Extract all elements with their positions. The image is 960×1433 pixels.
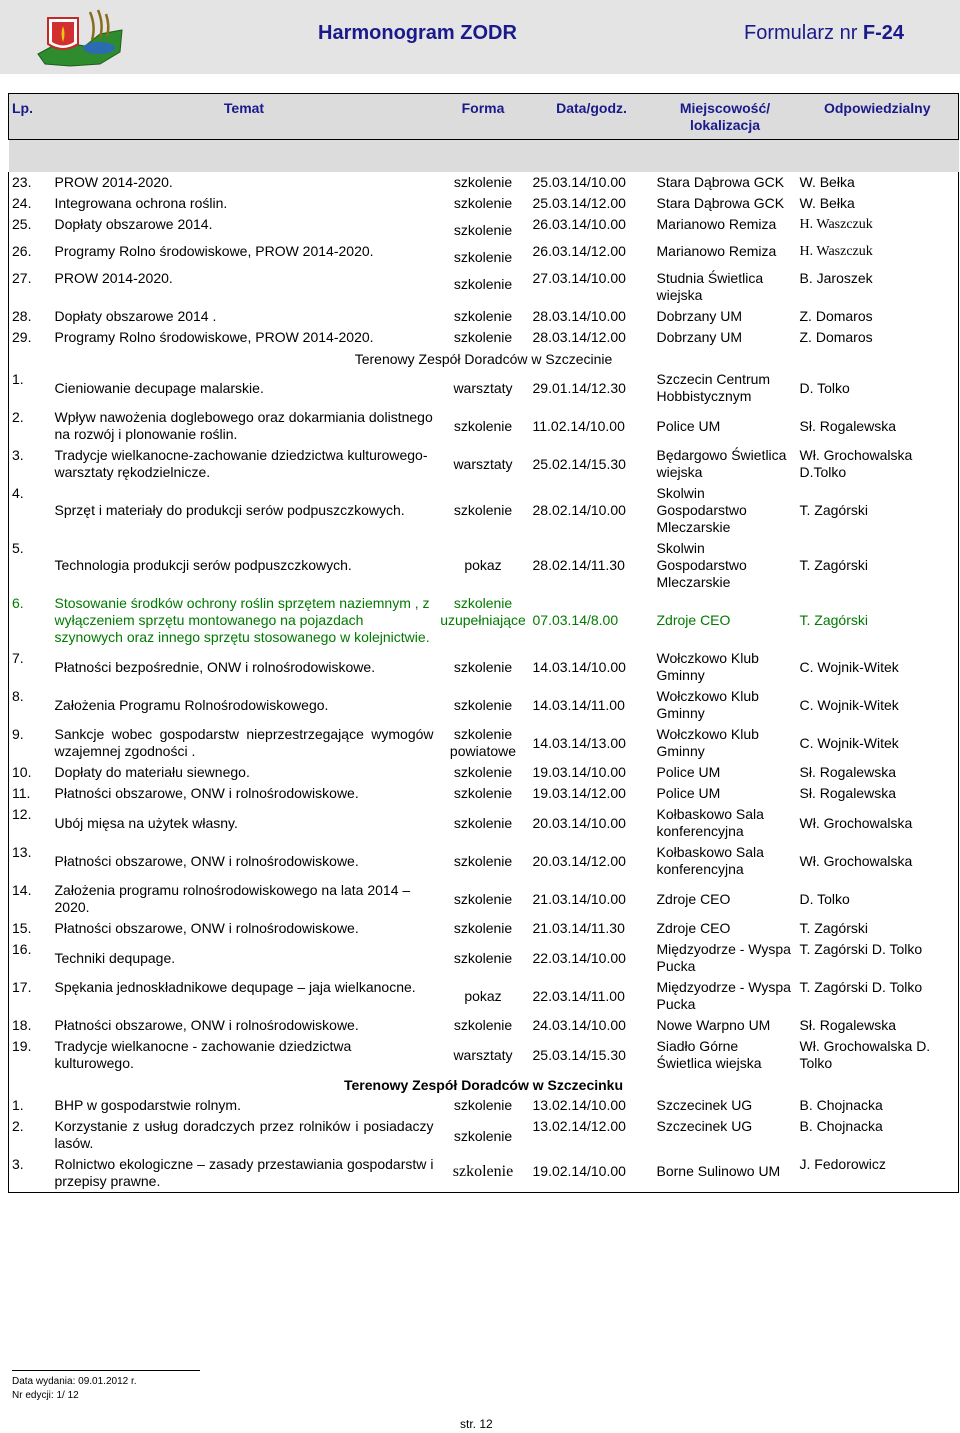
row-topic: Sankcje wobec gospodarstw nieprzestrzegające wymogów wzajemnej zgodności . <box>54 726 434 759</box>
row-topic: Programy Rolno środowiskowe, PROW 2014-2020. <box>54 243 374 259</box>
row-form: szkolenie <box>453 195 513 211</box>
row-date: 11.02.14/10.00 <box>532 417 625 434</box>
page-number: str. 12 <box>460 1417 493 1431</box>
table-row <box>9 193 959 214</box>
table-row <box>9 918 959 939</box>
edition-number: Nr edycji: 1/ 12 <box>12 1390 79 1401</box>
row-date: 20.03.14/12.00 <box>532 852 626 869</box>
table-header-row <box>9 94 959 140</box>
row-place: Szczecinek UG <box>656 1097 753 1113</box>
row-number: 5. <box>12 540 24 556</box>
row-number: 23. <box>12 174 32 190</box>
row-date: 25.02.14/15.30 <box>532 455 626 472</box>
row-form: szkolenie <box>453 785 513 801</box>
row-form: szkolenie uzupełniające <box>440 595 526 628</box>
row-number: 9. <box>12 726 24 742</box>
row-date: 25.03.14/12.00 <box>532 195 626 211</box>
column-header-place: Miejscowość/ lokalizacja <box>654 94 797 140</box>
row-topic: Techniki dequpage. <box>54 949 176 966</box>
row-person: Wł. Grochowalska <box>799 852 913 869</box>
row-place: Międzyodrze - Wyspa Pucka <box>656 941 791 974</box>
row-form: szkolenie <box>453 852 513 869</box>
row-form: szkolenie <box>453 920 513 936</box>
row-form: szkolenie <box>453 308 513 324</box>
row-topic: Płatności obszarowe, ONW i rolnośrodowiskowe. <box>54 1017 359 1033</box>
row-form: szkolenie <box>452 1163 514 1180</box>
row-date: 22.03.14/11.00 <box>532 987 625 1004</box>
row-number: 8. <box>12 688 24 704</box>
form-number <box>744 22 904 45</box>
row-date: 21.03.14/10.00 <box>532 890 626 907</box>
column-header-date: Data/godz. <box>530 94 654 140</box>
row-date: 21.03.14/11.30 <box>532 920 625 936</box>
row-number: 4. <box>12 485 24 501</box>
table-row <box>9 369 959 407</box>
row-topic: Integrowana ochrona roślin. <box>54 195 228 211</box>
row-form: warsztaty <box>453 455 513 472</box>
row-person: T. Zagórski <box>799 612 868 628</box>
row-topic: Dopłaty obszarowe 2014 . <box>54 308 217 324</box>
row-form: szkolenie <box>453 174 513 190</box>
row-topic: Spękania jednoskładnikowe dequpage – jaja wielkanocne. <box>54 979 416 995</box>
row-topic: Założenia Programu Rolnośrodowiskowego. <box>54 696 329 713</box>
row-place: Police UM <box>656 764 721 780</box>
row-form: szkolenie <box>453 696 513 713</box>
row-place: Dobrzany UM <box>656 308 743 324</box>
row-number: 10. <box>12 764 32 780</box>
row-person: B. Chojnacka <box>799 1118 883 1134</box>
row-place: Wołczkowo Klub Gminny <box>656 726 759 759</box>
row-form: szkolenie <box>453 276 513 292</box>
row-number: 14. <box>12 882 32 898</box>
row-topic: PROW 2014-2020. <box>54 174 173 190</box>
row-place: Dobrzany UM <box>656 329 743 345</box>
form-number-label: Formularz nr <box>744 22 863 44</box>
row-person: Sł. Rogalewska <box>799 785 896 801</box>
row-number: 2. <box>12 409 24 425</box>
table-row <box>9 648 959 686</box>
row-date: 19.02.14/10.00 <box>532 1163 626 1179</box>
column-header-form: Forma <box>437 94 530 140</box>
table-row <box>9 1036 959 1074</box>
row-place: Nowe Warpno UM <box>656 1017 771 1033</box>
table-row <box>9 445 959 483</box>
table-row-highlighted <box>9 593 959 648</box>
row-number: 25. <box>12 216 32 232</box>
row-person: T. Zagórski D. Tolko <box>799 941 923 957</box>
row-place: Police UM <box>656 417 721 434</box>
row-form: szkolenie <box>453 814 513 831</box>
table-row <box>9 880 959 918</box>
row-topic: Programy Rolno środowiskowe, PROW 2014-2020. <box>54 329 374 345</box>
row-date: 07.03.14/8.00 <box>532 612 619 628</box>
row-form: szkolenie <box>453 417 513 434</box>
row-person: B. Jaroszek <box>799 270 873 286</box>
row-form: szkolenie <box>453 1128 513 1144</box>
row-topic: Płatności bezpośrednie, ONW i rolnośrodowiskowe. <box>54 658 376 675</box>
row-date: 25.03.14/10.00 <box>532 174 626 190</box>
row-topic: Ubój mięsa na użytek własny. <box>54 814 238 831</box>
row-topic: Dopłaty obszarowe 2014. <box>54 216 213 232</box>
table-row <box>9 214 959 241</box>
row-form: szkolenie <box>453 1017 513 1033</box>
row-place: Szczecinek UG <box>656 1118 753 1134</box>
row-form: szkolenie powiatowe <box>449 726 517 759</box>
row-person: Sł. Rogalewska <box>799 764 896 780</box>
row-number: 2. <box>12 1118 24 1134</box>
row-topic: Tradycje wielkanocne-zachowanie dziedzictwa kulturowego-warsztaty rękodzielnicze. <box>54 447 428 480</box>
row-number: 7. <box>12 650 24 666</box>
table-row <box>9 483 959 538</box>
column-header-person: Odpowiedzialny <box>797 94 959 140</box>
section-title-szczecinek: Terenowy Zespół Doradców w Szczecinku <box>343 1077 624 1093</box>
row-topic: Dopłaty do materiału siewnego. <box>54 764 250 780</box>
table-row <box>9 1015 959 1036</box>
row-number: 17. <box>12 979 32 995</box>
column-header-no: Lp. <box>9 94 52 140</box>
row-person: C. Wojnik-Witek <box>799 734 899 751</box>
row-place: Wołczkowo Klub Gminny <box>656 688 759 721</box>
table-row <box>9 977 959 1015</box>
row-number: 11. <box>12 785 31 801</box>
row-place: Skolwin Gospodarstwo Mleczarskie <box>656 540 747 590</box>
row-date: 19.03.14/12.00 <box>532 785 626 801</box>
row-date: 26.03.14/12.00 <box>532 243 626 259</box>
row-form: szkolenie <box>453 249 513 265</box>
table-row <box>9 939 959 977</box>
row-place: Studnia Świetlica wiejska <box>656 270 764 303</box>
row-person: T. Zagórski <box>799 920 868 936</box>
table-row <box>9 327 959 348</box>
row-person: H. Waszczuk <box>799 244 873 259</box>
row-person: Wł. Grochowalska D.Tolko <box>799 447 913 480</box>
table-row <box>9 268 959 306</box>
row-date: 14.03.14/11.00 <box>532 696 625 713</box>
row-topic: PROW 2014-2020. <box>54 270 173 286</box>
row-place: Wołczkowo Klub Gminny <box>656 650 759 683</box>
row-date: 20.03.14/10.00 <box>532 814 626 831</box>
row-form: pokaz <box>464 557 502 573</box>
row-person: T. Zagórski <box>799 557 868 573</box>
row-place: Zdroje CEO <box>656 890 731 907</box>
row-place: Kołbaskowo Sala konferencyjna <box>656 806 764 839</box>
row-number: 26. <box>12 243 32 259</box>
row-place: Siadło Górne Świetlica wiejska <box>656 1038 762 1071</box>
table-row <box>9 407 959 445</box>
row-place: Marianowo Remiza <box>656 216 777 232</box>
row-topic: Rolnictwo ekologiczne – zasady przestawiania gospodarstw i przepisy prawne. <box>54 1156 434 1189</box>
row-form: szkolenie <box>453 890 513 907</box>
row-form: pokaz <box>464 987 502 1004</box>
row-person: B. Chojnacka <box>799 1097 883 1113</box>
row-form: warsztaty <box>453 1046 513 1063</box>
row-topic: Wpływ nawożenia doglebowego oraz dokarmiania dolistnego na rozwój i plonowanie roślin. <box>54 409 433 442</box>
row-place: Skolwin Gospodarstwo Mleczarskie <box>656 485 747 535</box>
row-topic: Technologia produkcji serów podpuszczkowych. <box>54 557 352 573</box>
row-date: 25.03.14/15.30 <box>532 1046 626 1063</box>
row-person: Z. Domaros <box>799 308 873 324</box>
row-date: 22.03.14/10.00 <box>532 949 626 966</box>
table-row <box>9 842 959 880</box>
row-person: D. Tolko <box>799 379 850 396</box>
row-place: Stara Dąbrowa GCK <box>656 174 785 190</box>
row-form: szkolenie <box>453 1097 513 1113</box>
row-person: Z. Domaros <box>799 329 873 345</box>
row-place: Szczecin Centrum Hobbistycznym <box>656 371 771 404</box>
row-topic: Korzystanie z usług doradczych przez rolników i posiadaczy lasów. <box>54 1118 434 1151</box>
row-number: 29. <box>12 329 32 345</box>
row-date: 13.02.14/12.00 <box>532 1118 626 1134</box>
row-date: 27.03.14/10.00 <box>532 270 626 286</box>
table-row <box>9 804 959 842</box>
row-form: szkolenie <box>453 502 513 518</box>
row-form: warsztaty <box>453 379 513 396</box>
section-title-szczecin: Terenowy Zespół Doradców w Szczecinie <box>354 351 613 367</box>
row-place: Zdroje CEO <box>656 920 731 936</box>
table-row <box>9 1116 959 1154</box>
row-person: D. Tolko <box>799 890 850 907</box>
row-number: 1. <box>12 1097 24 1113</box>
row-person: J. Fedorowicz <box>799 1156 886 1172</box>
row-topic: Stosowanie środków ochrony roślin sprzętem naziemnym , z wyłączeniem sprzętu montowanego na pojazdach szynowych oraz innego sprzętu stosowanego w kolejnictwie. <box>54 595 430 645</box>
row-person: H. Waszczuk <box>799 217 873 232</box>
row-number: 16. <box>12 941 32 957</box>
row-date: 19.03.14/10.00 <box>532 764 626 780</box>
document-header <box>0 0 960 74</box>
row-number: 28. <box>12 308 32 324</box>
row-topic: Sprzęt i materiały do produkcji serów podpuszczkowych. <box>54 502 405 518</box>
row-topic: Założenia programu rolnośrodowiskowego na lata 2014 – 2020. <box>54 882 411 915</box>
row-topic: Płatności obszarowe, ONW i rolnośrodowiskowe. <box>54 785 359 801</box>
row-place: Police UM <box>656 785 721 801</box>
row-place: Borne Sulinowo UM <box>656 1163 781 1179</box>
row-topic: BHP w gospodarstwie rolnym. <box>54 1097 241 1113</box>
form-number-value: F-24 <box>862 22 905 44</box>
row-place: Będargowo Świetlica wiejska <box>656 447 787 480</box>
row-date: 28.02.14/10.00 <box>532 502 626 518</box>
row-topic: Płatności obszarowe, ONW i rolnośrodowiskowe. <box>54 920 359 936</box>
table-row <box>9 241 959 268</box>
table-row <box>9 762 959 783</box>
row-topic: Płatności obszarowe, ONW i rolnośrodowiskowe. <box>54 852 359 869</box>
row-person: T. Zagórski D. Tolko <box>799 979 923 995</box>
row-place: Marianowo Remiza <box>656 243 777 259</box>
row-number: 13. <box>12 844 32 860</box>
row-place: Kołbaskowo Sala konferencyjna <box>656 844 764 877</box>
row-number: 18. <box>12 1017 32 1033</box>
row-place: Zdroje CEO <box>656 612 731 628</box>
row-number: 1. <box>12 371 24 387</box>
table-row <box>9 538 959 593</box>
row-date: 28.03.14/10.00 <box>532 308 626 324</box>
row-number: 24. <box>12 195 32 211</box>
row-person: Wł. Grochowalska <box>799 814 913 831</box>
row-number: 12. <box>12 806 32 822</box>
row-number: 3. <box>12 447 24 463</box>
row-date: 24.03.14/10.00 <box>532 1017 626 1033</box>
row-date: 29.01.14/12.30 <box>532 379 626 396</box>
row-form: szkolenie <box>453 658 513 675</box>
row-person: C. Wojnik-Witek <box>799 658 899 675</box>
table-row <box>9 724 959 762</box>
table-row <box>9 1154 959 1193</box>
organization-logo <box>30 4 130 70</box>
table-row <box>9 783 959 804</box>
row-number: 27. <box>12 270 32 286</box>
row-form: szkolenie <box>453 329 513 345</box>
row-person: Sł. Rogalewska <box>799 1017 896 1033</box>
row-date: 28.03.14/12.00 <box>532 329 626 345</box>
row-person: Sł. Rogalewska <box>799 417 896 434</box>
row-person: W. Bełka <box>799 195 855 211</box>
column-header-topic: Temat <box>52 94 437 140</box>
footer-divider <box>12 1370 200 1371</box>
row-topic: Cieniowanie decupage malarskie. <box>54 379 264 396</box>
table-row <box>9 306 959 327</box>
row-date: 26.03.14/10.00 <box>532 216 626 232</box>
row-person: T. Zagórski <box>799 502 868 518</box>
row-number: 19. <box>12 1038 32 1054</box>
row-number: 3. <box>12 1156 24 1172</box>
table-row <box>9 686 959 724</box>
row-date: 14.03.14/10.00 <box>532 658 626 675</box>
row-topic: Tradycje wielkanocne - zachowanie dziedzictwa kulturowego. <box>54 1038 352 1071</box>
row-number: 6. <box>12 595 24 611</box>
row-person: W. Bełka <box>799 174 855 190</box>
row-date: 14.03.14/13.00 <box>532 734 626 751</box>
row-person: Wł. Grochowalska D. Tolko <box>799 1038 931 1071</box>
row-date: 13.02.14/10.00 <box>532 1097 626 1113</box>
row-form: szkolenie <box>453 222 513 238</box>
table-row <box>9 1095 959 1116</box>
row-person: C. Wojnik-Witek <box>799 696 899 713</box>
row-place: Międzyodrze - Wyspa Pucka <box>656 979 791 1012</box>
document-title: Harmonogram ZODR <box>318 22 517 44</box>
row-form: szkolenie <box>453 949 513 966</box>
row-number: 15. <box>12 920 32 936</box>
issue-date: Data wydania: 09.01.2012 r. <box>12 1376 137 1387</box>
row-place: Stara Dąbrowa GCK <box>656 195 785 211</box>
row-date: 28.02.14/11.30 <box>532 557 625 573</box>
table-row <box>9 172 959 193</box>
schedule-table <box>8 93 959 1193</box>
row-form: szkolenie <box>453 764 513 780</box>
